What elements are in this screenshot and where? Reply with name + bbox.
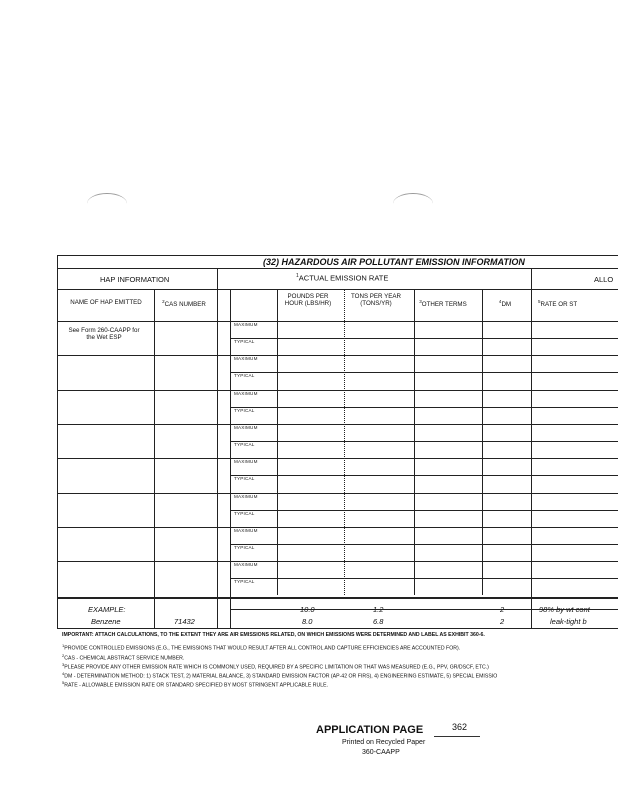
example-typ-lbs: 8.0 — [302, 617, 313, 626]
example-typ-tons: 6.8 — [373, 617, 384, 626]
note-3: $^3$PLEASE PROVIDE ANY OTHER EMISSION RATE WHICH IS COMMONLY USED, REQUIRED BY A SPECIFIC LIMITATION OR THAT WAS MEASURED (E.G., PPV, GR/DSCF, ETC.) — [62, 661, 489, 671]
col-line-tons — [344, 289, 345, 595]
example-max-tons: 1.2 — [373, 605, 384, 614]
example-sub-row-line — [230, 609, 618, 610]
actual-emission-rate-header: $^1$ACTUAL EMISSION RATE — [296, 273, 389, 283]
col-line-hap-end — [217, 268, 218, 629]
example-max-dm: 2 — [500, 605, 505, 614]
row-label-typical: TYPICAL — [234, 545, 255, 550]
sub-row-line — [230, 544, 618, 545]
sub-row-line — [230, 441, 618, 442]
group-divider-line — [58, 493, 618, 494]
col-line-lbs — [277, 289, 278, 595]
example-cas-number: 71432 — [174, 617, 195, 626]
punch-hole-right — [393, 193, 433, 214]
col-line-label — [230, 289, 231, 629]
sub-row-line — [230, 372, 618, 373]
row-label-maximum: MAXIMUM — [234, 356, 258, 361]
hap-information-header: HAP INFORMATION — [100, 275, 170, 284]
row-label-typical: TYPICAL — [234, 511, 255, 516]
note-1: $^1$PROVIDE CONTROLLED EMISSIONS (E.G., THE EMISSIONS THAT WOULD RESULT AFTER ALL CONTROL AND CAPTURE EFFICIENCIES ARE ACCOUNTED FOR). — [62, 643, 461, 653]
col-line-allowable — [531, 268, 532, 629]
row-label-maximum: MAXIMUM — [234, 322, 258, 327]
row-label-typical: TYPICAL — [234, 408, 255, 413]
example-top-line — [58, 597, 618, 599]
col-tons-per-year: TONS PER YEAR (TONS/YR) — [351, 293, 401, 307]
sub-row-line — [230, 578, 618, 579]
row-label-maximum: MAXIMUM — [234, 562, 258, 567]
printed-on-recycled-paper: Printed on Recycled Paper — [342, 739, 426, 746]
hap-emission-form — [57, 255, 618, 629]
note-5: $^5$RATE - ALLOWABLE EMISSION RATE OR STANDARD SPECIFIED BY MOST STRINGENT APPLICABLE RULE. — [62, 679, 329, 689]
row-label-typical: TYPICAL — [234, 442, 255, 447]
row-label-maximum: MAXIMUM — [234, 425, 258, 430]
row-label-typical: TYPICAL — [234, 373, 255, 378]
note-2: $^2$CAS - CHEMICAL ABSTRACT SERVICE NUMBER. — [62, 652, 185, 662]
row-label-typical: TYPICAL — [234, 476, 255, 481]
row-label-maximum: MAXIMUM — [234, 528, 258, 533]
col-line-cas — [154, 289, 155, 629]
sub-row-line — [230, 407, 618, 408]
col-line-dm — [482, 289, 483, 595]
col-line-other — [414, 289, 415, 595]
sub-row-line — [230, 338, 618, 339]
sub-row-line — [230, 475, 618, 476]
allowable-header: ALLO — [594, 275, 614, 284]
punch-hole-left — [87, 193, 127, 214]
note-important: IMPORTANT: ATTACH CALCULATIONS, TO THE EXTENT THEY ARE AIR EMISSIONS RELATED, ON WHICH EMISSIONS WERE DETERMINED AND LABEL AS EXHIBIT 360-6. — [62, 632, 485, 638]
group-divider-line — [58, 458, 618, 459]
application-page-number: 362 — [452, 722, 468, 732]
example-hap-name: Benzene — [91, 617, 121, 626]
example-allowable-max: 98% by wt cont — [539, 605, 590, 614]
col-pounds-per-hour: POUNDS PER HOUR (LBS/HR) — [284, 293, 332, 307]
application-page-label: APPLICATION PAGE — [316, 724, 424, 736]
row-label-maximum: MAXIMUM — [234, 459, 258, 464]
group-divider-line — [58, 527, 618, 528]
first-entry-note: See Form 260-CAAPP for the Wet ESP — [68, 327, 140, 341]
row-label-typical: TYPICAL — [234, 579, 255, 584]
example-label: EXAMPLE: — [88, 605, 126, 614]
example-allowable-typ: leak-tight b — [550, 617, 587, 626]
page-number-line — [434, 736, 480, 737]
form-notes — [62, 632, 618, 689]
note-4: $^4$DM - DETERMINATION METHOD: 1) STACK TEST, 2) MATERIAL BALANCE, 3) STANDARD EMISSION FACTOR (AP-42 OR FIRS), 4) ENGINEERING ESTIMATE, 5) SPECIAL EMISSIO — [62, 670, 498, 680]
form-id: 360-CAAPP — [362, 749, 400, 756]
form-title: (32) HAZARDOUS AIR POLLUTANT EMISSION INFORMATION — [263, 257, 525, 267]
sub-row-line — [230, 510, 618, 511]
row-label-typical: TYPICAL — [234, 339, 255, 344]
group-divider-line — [58, 424, 618, 425]
example-max-lbs: 10.0 — [300, 605, 315, 614]
col-cas-number: $^2$CAS NUMBER — [162, 299, 206, 309]
col-other-terms: $^3$OTHER TERMS — [419, 299, 467, 309]
col-dm: $^4$DM — [498, 299, 512, 309]
example-typ-dm: 2 — [500, 617, 505, 626]
row-label-maximum: MAXIMUM — [234, 391, 258, 396]
col-name-of-hap: NAME OF HAP EMITTED — [70, 299, 142, 306]
row-label-maximum: MAXIMUM — [234, 494, 258, 499]
group-divider-line — [58, 561, 618, 562]
group-divider-line — [58, 355, 618, 356]
group-divider-line — [58, 390, 618, 391]
col-rate-or-standard: $^5$RATE OR ST — [538, 299, 578, 309]
